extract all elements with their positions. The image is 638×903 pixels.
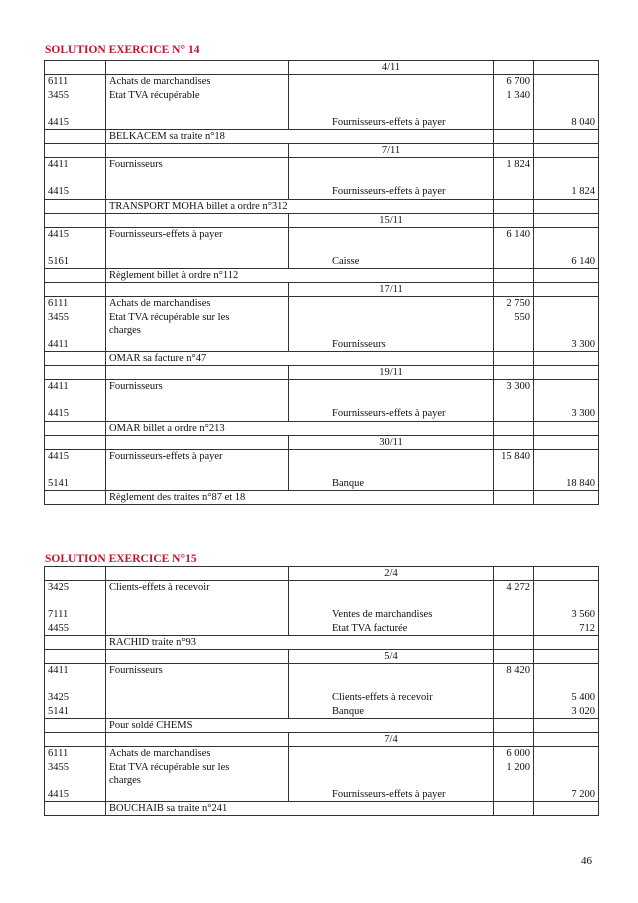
debit-account-label-cell (106, 380, 289, 422)
credit-amount (537, 228, 595, 242)
credit-account-label (332, 747, 490, 761)
credit-account-label (332, 463, 490, 477)
account-number: 4415 (48, 116, 69, 128)
credit-account-label: Fournisseurs-effets à payer (332, 788, 446, 800)
credit-amount (537, 664, 595, 678)
debit-amount (497, 338, 530, 352)
debit-account-label (109, 788, 285, 802)
credit-amount-cell (534, 380, 599, 422)
debit-account-label-cell (106, 158, 289, 200)
credit-account-label (332, 158, 490, 172)
entry-label-row (45, 269, 599, 283)
credit-account-label (332, 678, 490, 692)
debit-account-label (109, 102, 285, 116)
credit-amount (537, 324, 595, 338)
entry-label-row (45, 352, 599, 366)
debit-account-label: Fournisseurs-effets à payer (109, 450, 223, 462)
entry-label: Règlement des traites n°87 et 18 (106, 491, 494, 505)
section-title-exercice-15: SOLUTION EXERCICE N°15 (45, 553, 197, 565)
credit-account-label (332, 774, 490, 788)
entry-date-row (45, 283, 599, 297)
account-number: 6111 (48, 748, 69, 759)
entry-label-row (45, 491, 599, 505)
account-number: 3455 (48, 311, 69, 323)
debit-amount: 15 840 (501, 450, 530, 462)
entry-date: 17/11 (289, 283, 494, 297)
account-number (48, 678, 102, 692)
debit-amount-cell (494, 158, 534, 200)
account-number: 3425 (48, 582, 69, 593)
credit-amount: 18 840 (566, 477, 595, 489)
debit-amount (497, 255, 530, 269)
journal-entry (45, 227, 599, 269)
credit-account-label: Caisse (332, 255, 360, 267)
account-number (48, 774, 102, 788)
debit-account-label: Etat TVA récupérable sur les (109, 311, 230, 323)
entry-label-row (45, 421, 599, 435)
account-number (48, 241, 102, 255)
journal-entry (45, 158, 599, 200)
credit-amount (537, 241, 595, 255)
credit-amount-cell (534, 227, 599, 269)
debit-amount: 2 750 (506, 298, 530, 309)
account-number: 4415 (48, 186, 69, 197)
credit-amount: 3 300 (571, 338, 595, 350)
account-number (48, 394, 102, 408)
journal-entry (45, 664, 599, 719)
debit-account-label (109, 477, 285, 491)
credit-account-label (332, 581, 490, 595)
account-number: 4455 (48, 622, 69, 634)
debit-amount (497, 394, 530, 408)
credit-account-label: Banque (332, 705, 365, 717)
journal-table-exercice-15 (44, 566, 599, 816)
credit-account-label-cell (289, 664, 494, 719)
account-number: 5141 (48, 477, 69, 489)
entry-date-row (45, 733, 599, 747)
credit-amount (537, 761, 595, 775)
debit-amount (497, 622, 530, 636)
credit-account-label-cell (289, 75, 494, 130)
account-number (48, 172, 102, 186)
credit-account-label (332, 172, 490, 186)
entry-date-row (45, 366, 599, 380)
credit-amount: 3 020 (571, 705, 596, 717)
credit-account-label: Fournisseurs-effets à payer (332, 116, 446, 128)
page-number: 46 (581, 855, 592, 867)
account-number-cell (45, 75, 106, 130)
account-number-cell (45, 664, 106, 719)
credit-account-label: Clients-effets à recevoir (332, 692, 433, 703)
debit-amount: 4 272 (506, 582, 531, 593)
account-number: 5161 (48, 255, 69, 267)
account-number: 4411 (48, 159, 69, 170)
debit-account-label-cell (106, 75, 289, 130)
credit-amount-cell (534, 158, 599, 200)
account-number-cell (45, 747, 106, 802)
debit-account-label (109, 172, 285, 186)
entry-date: 15/11 (289, 213, 494, 227)
account-number-cell (45, 227, 106, 269)
debit-amount (497, 185, 530, 199)
credit-amount (537, 89, 595, 103)
debit-amount (497, 788, 530, 802)
credit-account-label-cell (289, 747, 494, 802)
account-number: 5141 (48, 705, 69, 717)
account-number-cell (45, 449, 106, 491)
credit-amount (537, 581, 595, 595)
credit-account-label (332, 228, 490, 242)
debit-account-label (109, 705, 285, 719)
debit-amount (497, 774, 530, 788)
account-number: 7111 (48, 609, 69, 620)
entry-label-row (45, 130, 599, 144)
journal-entry (45, 747, 599, 802)
entry-label: TRANSPORT MOHA billet a ordre n°312 (106, 199, 494, 213)
debit-amount (497, 324, 530, 338)
account-number: 3455 (48, 89, 69, 101)
credit-account-label (332, 394, 490, 408)
account-number: 4415 (48, 788, 69, 800)
credit-account-label-cell (289, 380, 494, 422)
credit-account-label (332, 89, 490, 103)
credit-amount: 3 560 (571, 609, 596, 620)
account-number: 4415 (48, 408, 69, 419)
credit-account-label (332, 75, 490, 89)
debit-amount (497, 172, 530, 186)
debit-account-label-cell (106, 227, 289, 269)
credit-account-label: Ventes de marchandises (332, 609, 433, 620)
account-number (48, 463, 102, 477)
credit-amount (537, 747, 595, 761)
credit-amount (537, 297, 595, 311)
entry-label: BELKACEM sa traite n°18 (106, 130, 494, 144)
credit-account-label (332, 380, 490, 394)
entry-date-row (45, 61, 599, 75)
debit-amount (497, 608, 530, 622)
journal-entry (45, 581, 599, 636)
credit-amount: 7 200 (571, 788, 596, 800)
credit-amount (537, 158, 595, 172)
credit-amount-cell (534, 747, 599, 802)
debit-account-label (109, 185, 285, 199)
entry-label-row (45, 719, 599, 733)
entry-date-row (45, 144, 599, 158)
credit-amount (537, 774, 595, 788)
debit-account-label (109, 463, 285, 477)
credit-account-label-cell (289, 581, 494, 636)
debit-amount (497, 463, 530, 477)
account-number: 3455 (48, 761, 69, 773)
debit-account-label (109, 678, 285, 692)
journal-entry (45, 380, 599, 422)
entry-date: 7/4 (289, 733, 494, 747)
debit-account-label: Etat TVA récupérable (109, 89, 200, 101)
account-number-cell (45, 297, 106, 352)
debit-amount (497, 102, 530, 116)
debit-amount-cell (494, 747, 534, 802)
journal-entry (45, 449, 599, 491)
debit-account-label (109, 241, 285, 255)
credit-amount (537, 380, 595, 394)
account-number: 6111 (48, 76, 69, 87)
entry-date-row (45, 567, 599, 581)
credit-account-label: Fournisseurs-effets à payer (332, 408, 446, 419)
credit-account-label-cell (289, 158, 494, 200)
account-number-cell (45, 581, 106, 636)
entry-date: 2/4 (289, 567, 494, 581)
credit-amount (537, 102, 595, 116)
credit-account-label-cell (289, 297, 494, 352)
section-title-exercice-14: SOLUTION EXERCICE N° 14 (45, 44, 200, 56)
entry-label: Règlement billet à ordre n°112 (106, 269, 494, 283)
credit-account-label (332, 241, 490, 255)
debit-account-label: charges (109, 775, 141, 786)
debit-account-label: Etat TVA récupérable sur les (109, 761, 230, 773)
debit-amount: 1 200 (506, 761, 531, 773)
credit-amount: 5 400 (571, 692, 596, 703)
credit-amount (537, 172, 595, 186)
debit-amount-cell (494, 581, 534, 636)
debit-amount (497, 407, 530, 421)
account-number: 4415 (48, 450, 69, 462)
account-number: 4411 (48, 338, 69, 350)
entry-label-row (45, 802, 599, 816)
entry-label: OMAR sa facture n°47 (106, 352, 494, 366)
entry-label: Pour soldé CHEMS (106, 719, 494, 733)
entry-label: BOUCHAIB sa traite n°241 (106, 802, 494, 816)
entry-date-row (45, 650, 599, 664)
entry-label: RACHID traite n°93 (106, 636, 494, 650)
debit-amount-cell (494, 227, 534, 269)
debit-amount (497, 595, 530, 609)
debit-amount-cell (494, 75, 534, 130)
debit-amount-cell (494, 449, 534, 491)
debit-account-label (109, 407, 285, 421)
debit-amount: 550 (514, 311, 530, 323)
credit-account-label (332, 761, 490, 775)
entry-date: 7/11 (289, 144, 494, 158)
credit-account-label (332, 311, 490, 325)
debit-amount-cell (494, 664, 534, 719)
debit-account-label-cell (106, 747, 289, 802)
credit-account-label (332, 664, 490, 678)
debit-amount: 3 300 (506, 381, 530, 392)
credit-amount-cell (534, 75, 599, 130)
debit-account-label (109, 691, 285, 705)
account-number-cell (45, 158, 106, 200)
account-number: 6111 (48, 298, 69, 309)
credit-account-label (332, 595, 490, 609)
debit-account-label-cell (106, 449, 289, 491)
debit-amount: 6 000 (506, 748, 531, 759)
account-number (48, 102, 102, 116)
debit-account-label (109, 608, 285, 622)
debit-account-label (109, 255, 285, 269)
credit-amount-cell (534, 449, 599, 491)
debit-account-label: Fournisseurs-effets à payer (109, 228, 223, 240)
credit-account-label (332, 297, 490, 311)
entry-date: 5/4 (289, 650, 494, 664)
credit-amount (537, 450, 595, 464)
entry-date-row (45, 435, 599, 449)
credit-amount-cell (534, 297, 599, 352)
debit-account-label: Achats de marchandises (109, 76, 211, 87)
account-number: 4411 (48, 665, 69, 676)
debit-amount (497, 116, 530, 130)
account-number (48, 595, 102, 609)
debit-amount: 1 340 (506, 89, 530, 101)
debit-account-label (109, 595, 285, 609)
credit-amount: 8 040 (571, 116, 595, 128)
journal-entry (45, 297, 599, 352)
credit-amount (537, 311, 595, 325)
debit-account-label: Achats de marchandises (109, 298, 211, 309)
debit-account-label: Fournisseurs (109, 665, 163, 676)
debit-amount (497, 678, 530, 692)
journal-table-exercice-14 (44, 60, 599, 505)
debit-amount: 1 824 (506, 159, 530, 170)
account-number: 4411 (48, 381, 69, 392)
debit-amount: 6 700 (506, 76, 530, 87)
debit-account-label: Fournisseurs (109, 159, 163, 170)
account-number-cell (45, 380, 106, 422)
entry-label-row (45, 636, 599, 650)
credit-account-label-cell (289, 449, 494, 491)
debit-account-label-cell (106, 297, 289, 352)
credit-account-label-cell (289, 227, 494, 269)
debit-account-label: charges (109, 325, 141, 336)
debit-account-label (109, 116, 285, 130)
debit-amount: 8 420 (506, 665, 531, 676)
debit-amount: 6 140 (506, 228, 530, 240)
credit-account-label: Banque (332, 477, 365, 489)
debit-amount (497, 705, 530, 719)
debit-account-label (109, 622, 285, 636)
credit-amount-cell (534, 581, 599, 636)
debit-amount (497, 241, 530, 255)
credit-amount (537, 678, 595, 692)
credit-amount: 712 (579, 622, 596, 634)
credit-amount (537, 595, 595, 609)
debit-amount (497, 477, 530, 491)
journal-entry (45, 75, 599, 130)
debit-account-label: Clients-effets à recevoir (109, 582, 210, 593)
credit-amount (537, 394, 595, 408)
entry-label: OMAR billet a ordre n°213 (106, 421, 494, 435)
account-number (48, 324, 102, 338)
debit-amount-cell (494, 297, 534, 352)
credit-amount (537, 463, 595, 477)
debit-account-label (109, 338, 285, 352)
credit-account-label (332, 450, 490, 464)
entry-date: 19/11 (289, 366, 494, 380)
entry-date-row (45, 213, 599, 227)
credit-amount: 6 140 (571, 255, 595, 267)
entry-date: 30/11 (289, 435, 494, 449)
credit-amount: 1 824 (571, 186, 595, 197)
debit-account-label: Fournisseurs (109, 381, 163, 392)
debit-account-label-cell (106, 581, 289, 636)
entry-date: 4/11 (289, 61, 494, 75)
credit-amount: 3 300 (571, 408, 595, 419)
credit-amount (537, 75, 595, 89)
account-number: 4415 (48, 228, 69, 240)
credit-account-label: Fournisseurs-effets à payer (332, 186, 446, 197)
debit-account-label (109, 394, 285, 408)
debit-account-label: Achats de marchandises (109, 748, 211, 759)
credit-account-label: Etat TVA facturée (332, 622, 408, 634)
debit-account-label-cell (106, 664, 289, 719)
credit-account-label: Fournisseurs (332, 338, 386, 350)
debit-amount (497, 691, 530, 705)
entry-label-row (45, 199, 599, 213)
credit-account-label (332, 102, 490, 116)
credit-account-label (332, 324, 490, 338)
debit-amount-cell (494, 380, 534, 422)
credit-amount-cell (534, 664, 599, 719)
account-number: 3425 (48, 692, 69, 703)
